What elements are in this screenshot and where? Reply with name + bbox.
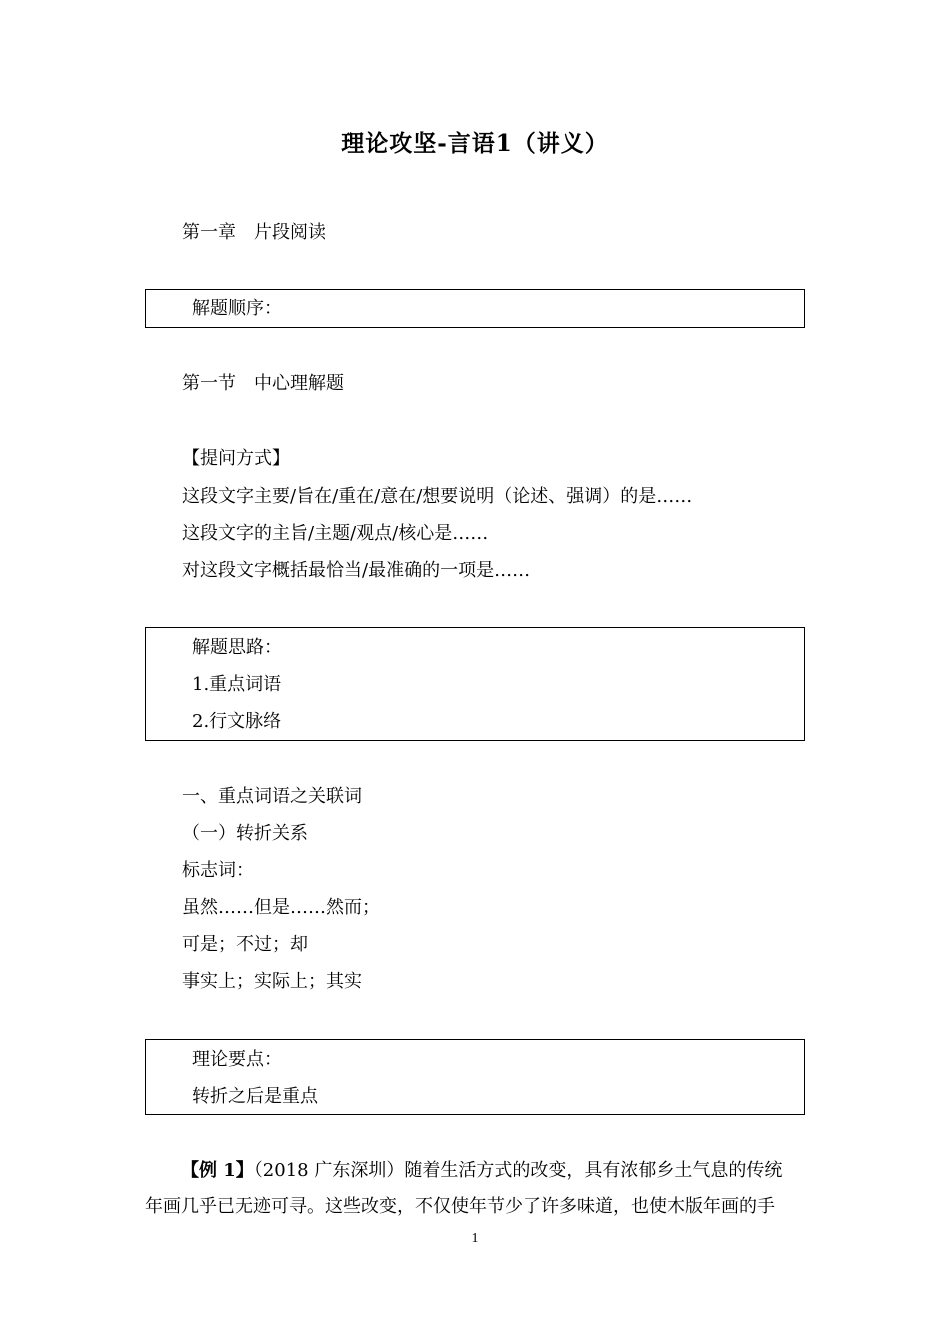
solving-approach-item: 1.重点词语 bbox=[192, 674, 282, 695]
example-text: 随着生活方式的改变，具有浓郁乡土气息的传统 bbox=[404, 1160, 783, 1181]
solving-approach-box bbox=[145, 627, 805, 741]
chapter-heading: 第一章 片段阅读 bbox=[182, 222, 326, 243]
question-style-line: 这段文字的主旨/主题/观点/核心是…… bbox=[182, 523, 489, 544]
solving-approach-title: 解题思路： bbox=[192, 637, 282, 658]
marker-words-line: 可是；不过；却 bbox=[182, 934, 308, 955]
question-style-line: 对这段文字概括最恰当/最准确的一项是…… bbox=[182, 560, 531, 581]
subsection-heading: 一、重点词语之关联词 bbox=[182, 786, 362, 807]
page-number: 1 bbox=[471, 1231, 479, 1246]
example-paragraph-line-2: 年画几乎已无迹可寻。这些改变，不仅使年节少了许多味道，也使木版年画的手 bbox=[145, 1196, 775, 1217]
theory-points-text: 转折之后是重点 bbox=[192, 1086, 318, 1107]
theory-points-box bbox=[145, 1039, 805, 1115]
example-label: 【例 1】 bbox=[181, 1160, 254, 1181]
theory-points-title: 理论要点： bbox=[192, 1049, 282, 1070]
section-heading: 第一节 中心理解题 bbox=[182, 373, 344, 394]
marker-words-line: 虽然……但是……然而； bbox=[182, 897, 380, 918]
solving-order-box bbox=[145, 289, 805, 328]
example-source: （2018 广东深圳） bbox=[253, 1160, 405, 1181]
marker-words-line: 事实上；实际上；其实 bbox=[182, 971, 362, 992]
solving-order-label: 解题顺序： bbox=[192, 298, 282, 319]
question-style-line: 这段文字主要/旨在/重在/意在/想要说明（论述、强调）的是…… bbox=[182, 486, 693, 507]
subsubsection-heading: （一）转折关系 bbox=[182, 823, 308, 844]
document-title: 理论攻坚-言语1（讲义） bbox=[341, 130, 609, 157]
question-style-header: 【提问方式】 bbox=[182, 448, 290, 469]
marker-words-label: 标志词： bbox=[182, 860, 254, 881]
solving-approach-item: 2.行文脉络 bbox=[192, 711, 282, 732]
example-paragraph-line-1 bbox=[145, 1159, 805, 1183]
